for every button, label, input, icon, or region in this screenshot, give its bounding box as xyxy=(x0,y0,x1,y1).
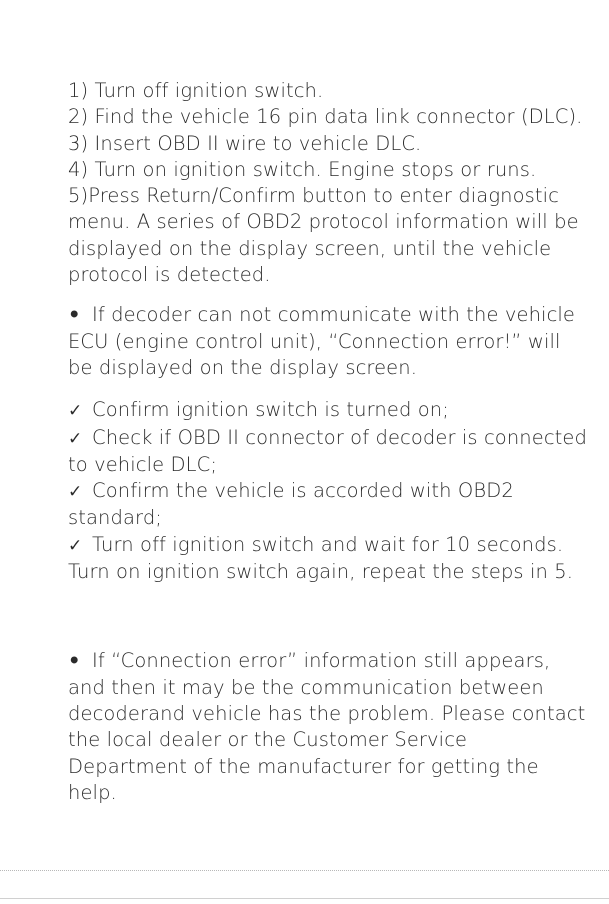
connection-error-note xyxy=(68,302,588,381)
check-item-text: Turn off ignition switch and wait for 10 seconds. Turn on ignition switch again, repeat the steps in 5. xyxy=(68,532,574,584)
spacer xyxy=(68,585,588,648)
bullet-icon: • xyxy=(68,649,81,673)
checkmark-icon: ✓ xyxy=(68,401,83,422)
persistent-error-note xyxy=(68,648,588,806)
page-bottom-edge xyxy=(0,898,609,899)
spacer xyxy=(68,288,588,302)
check-item-4 xyxy=(68,532,588,586)
check-item-1 xyxy=(68,397,588,424)
connection-error-text: If decoder can not communicate with the vehicle ECU (engine control unit), “Connection error!” will be displayed on the display screen. xyxy=(68,303,576,379)
check-item-2 xyxy=(68,425,588,479)
step-1: 1) Turn off ignition switch. xyxy=(68,79,324,102)
check-item-text: Confirm ignition switch is turned on; xyxy=(92,398,449,422)
step-5: 5)Press Return/Confirm button to enter diagnostic menu. A series of OBD2 protocol information will be displayed on the display screen, until the vehicle protocol is detected. xyxy=(68,184,579,287)
bullet-icon: • xyxy=(68,303,81,327)
step-3: 3) Insert OBD II wire to vehicle DLC. xyxy=(68,131,422,155)
step-2: 2) Find the vehicle 16 pin data link connector (DLC). xyxy=(68,105,583,129)
spacer xyxy=(68,381,588,397)
check-item-3 xyxy=(68,478,588,532)
page-divider xyxy=(0,870,609,871)
persistent-error-text: If “Connection error” information still appears, and then it may be the communication between decoderand vehicle has the problem. Please contact the local dealer or the Customer Service Department of the manufacturer for getting the help. xyxy=(68,649,586,804)
step-4: 4) Turn on ignition switch. Engine stops or runs. xyxy=(68,157,537,181)
checkmark-icon: ✓ xyxy=(68,535,83,556)
checkmark-icon: ✓ xyxy=(68,482,83,503)
instruction-content xyxy=(68,78,588,806)
check-item-text: Check if OBD II connector of decoder is connected to vehicle DLC; xyxy=(68,425,587,476)
check-item-text: Confirm the vehicle is accorded with OBD2 standard; xyxy=(68,479,514,530)
checkmark-icon: ✓ xyxy=(68,428,83,449)
